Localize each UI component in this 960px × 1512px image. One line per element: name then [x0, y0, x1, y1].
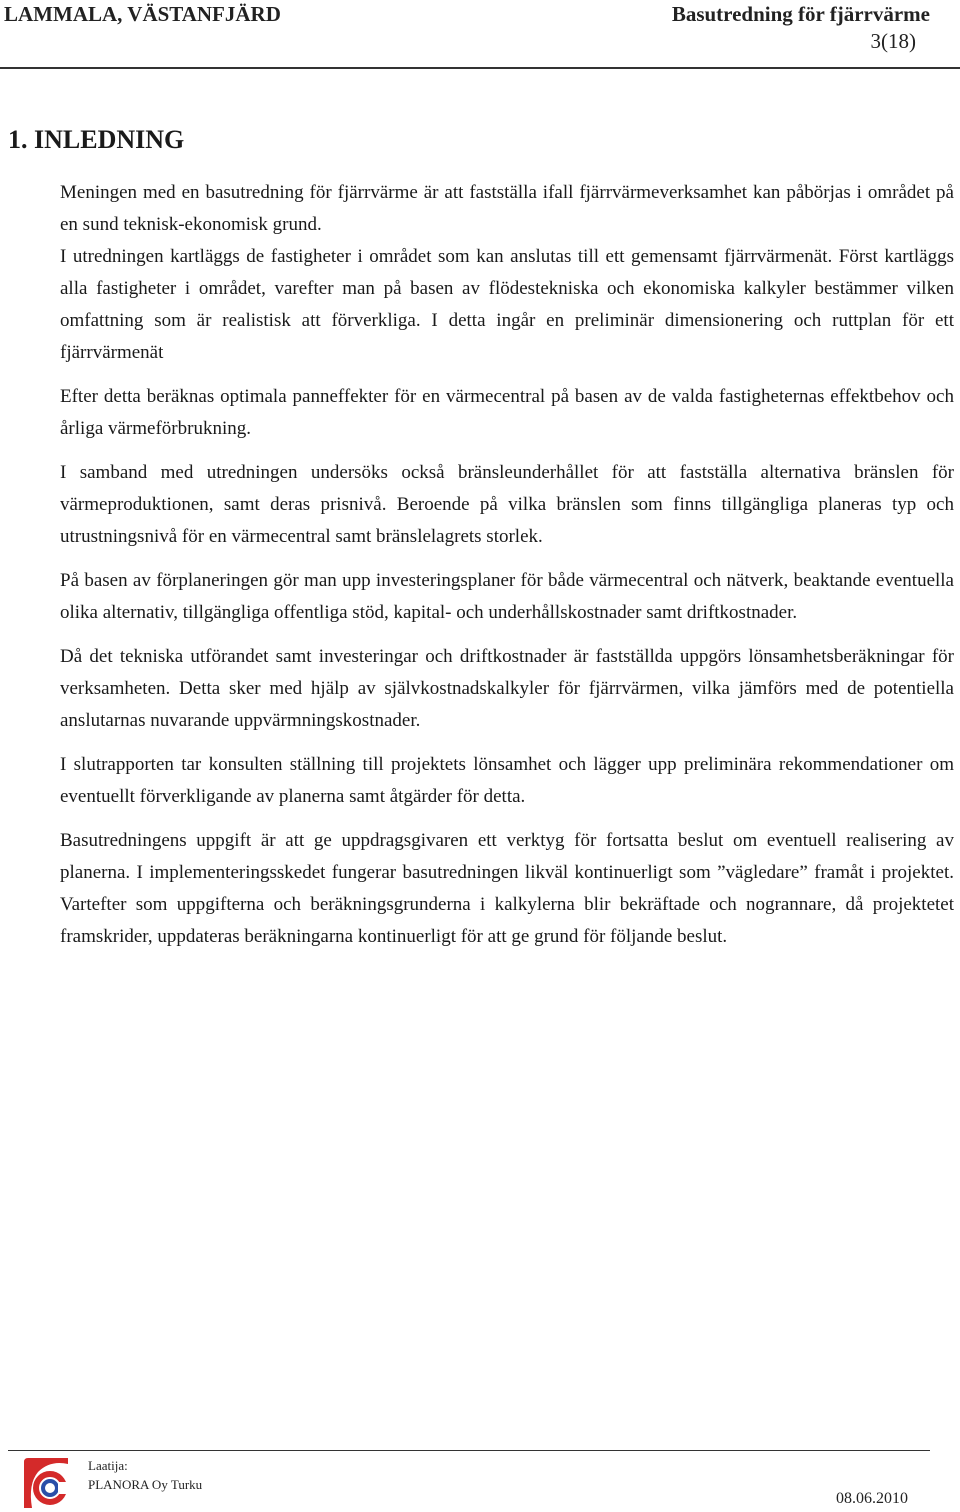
paragraph-3: Efter detta beräknas optimala panneffekter för en värmecentral på basen av de valda fastigheternas effektbehov och årliga värmeförbrukning.	[60, 386, 954, 439]
body-text	[60, 177, 954, 965]
header-document-title: Basutredning för fjärrvärme	[671, 2, 930, 26]
footer-author: PLANORA Oy Turku	[88, 1477, 203, 1492]
footer-author-label: Laatija:	[88, 1458, 128, 1473]
paragraph-8: Basutredningens uppgift är att ge uppdragsgivaren ett verktyg för fortsatta beslut om eventuell realisering av planerna. I implementeringsskedet fungerar basutredningen likväl kontinuerligt som ”vägledare” framåt i projektet. Vartefter som uppgifterna och beräkningsgrunderna i kalkylerna blir bekräftade och nogrannare, då projektetet framskrider, uppdateras beräkningarna kontinuerligt för att ge grund för följande beslut.	[60, 830, 954, 947]
paragraph-2: I utredningen kartläggs de fastigheter i området som kan anslutas till ett gemensamt fjärrvärmenät. Först kartläggs alla fastigheter i området, varefter man på basen av flödestekniska och ekonomiska kalkyler bestämmer vilken omfattning som är realistisk att förverkliga. I detta ingår en preliminär dimensionering och ruttplan för ett fjärrvärmenät	[60, 246, 954, 363]
paragraph-6: Då det tekniska utförandet samt investeringar och driftkostnader är fastställda uppgörs lönsamhetsberäkningar för verksamheten. Detta sker med hjälp av självkostnadskalkyler för fjärrvärmen, vilka jämförs med de potentiella anslutarnas nuvarande uppvärmningskostnader.	[60, 646, 954, 731]
planora-logo-icon	[20, 1456, 74, 1510]
header-project-name: LAMMALA, VÄSTANFJÄRD	[4, 2, 281, 26]
paragraph-1: Meningen med en basutredning för fjärrvärme är att fastställa ifall fjärrvärmeverksamhet kan påbörjas i området på en sund teknisk-ekonomisk grund.	[60, 182, 954, 235]
paragraph-4: I samband med utredningen undersöks också bränsleunderhållet för att fastställa alternativa bränslen för värmeproduktionen, samt deras prisnivå. Beroende på vilka bränslen som finns tillgängliga planeras typ och utrustningsnivå för en värmecentral samt bränslelagrets storlek.	[60, 462, 954, 547]
header-rule	[0, 67, 960, 69]
footer-rule	[8, 1450, 930, 1451]
paragraph-7: I slutrapporten tar konsulten ställning till projektets lönsamhet och lägger upp preliminära rekommendationer om eventuellt förverkligande av planerna samt åtgärder för detta.	[60, 754, 954, 807]
section-heading: 1. INLEDNING	[8, 125, 185, 154]
page-number: 3(18)	[870, 29, 916, 53]
footer-date: 08.06.2010	[836, 1490, 908, 1507]
paragraph-5: På basen av förplaneringen gör man upp investeringsplaner för både värmecentral och nätverk, beaktande eventuella olika alternativ, tillgängliga offentliga stöd, kapital- och underhållskostnader samt driftkostnader.	[60, 570, 954, 623]
